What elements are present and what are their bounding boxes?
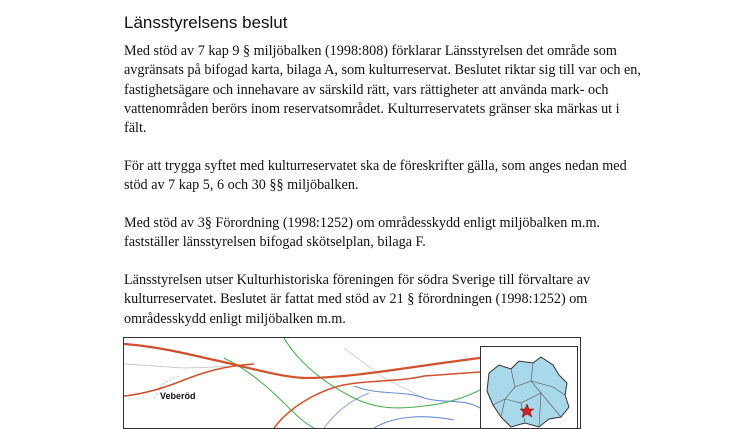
section-heading: Länsstyrelsens beslut — [124, 13, 288, 32]
reserve-map — [123, 337, 581, 429]
map-place-label: Veberöd — [160, 391, 196, 401]
manager-paragraph: Länsstyrelsen utser Kulturhistoriska föreningen för södra Sverige till förvaltare av kulturreservatet. Beslutet är fattat med stöd av 21 § förordningen (1998:1252) om områdesskydd enligt miljöbalken m.m. — [124, 272, 591, 327]
management-plan-paragraph: Med stöd av 3§ Förordning (1998:1252) om områdesskydd enligt miljöbalken m.m. fastställer länsstyrelsen bifogad skötselplan, bilaga F. — [124, 215, 601, 251]
regulations-paragraph: För att trygga syftet med kulturreservatet ska de föreskrifter gälla, som anges nedan med stöd av 7 kap 5, 6 och 30 §§ miljöbalken. — [124, 158, 627, 194]
county-locator-map-icon — [481, 347, 577, 429]
decision-paragraph: Med stöd av 7 kap 9 § miljöbalken (1998:808) förklarar Länsstyrelsen det område som avgränsats på bifogad karta, bilaga A, som kulturreservat. Beslutet riktar sig till var och en, fastighetsägare och innehavare av särskild rätt, vars rättigheter att använda mark- och vattenområden berörs inom reservatsområdet. Kulturreservatets gränser ska märkas ut i fält. — [124, 43, 641, 137]
county-inset-map — [480, 346, 578, 429]
